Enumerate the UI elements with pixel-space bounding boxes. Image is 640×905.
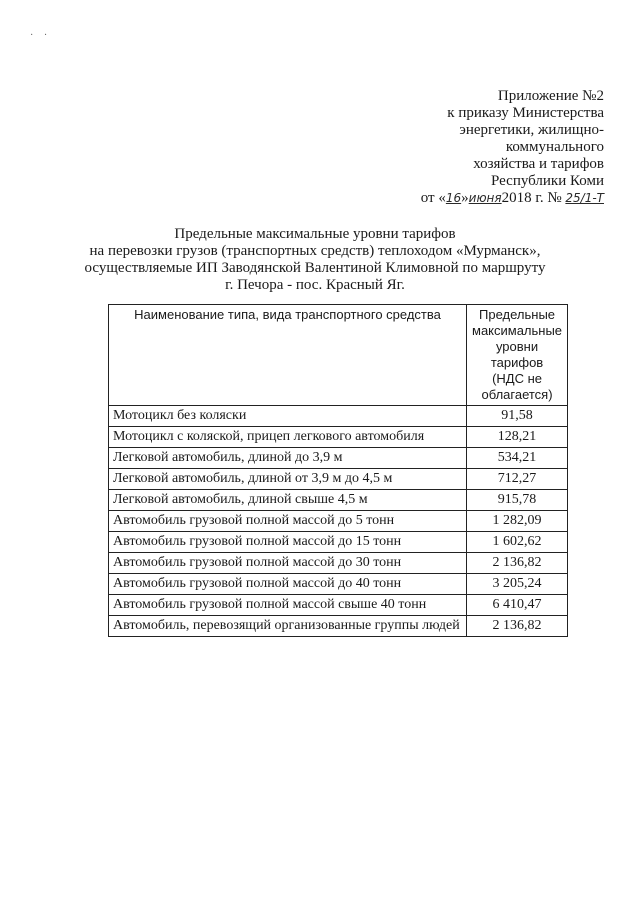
order-month-handwritten: июня: [468, 191, 502, 205]
appendix-line: коммунального: [505, 139, 604, 155]
vehicle-name: Автомобиль грузовой полной массой свыше 40 тонн: [109, 595, 467, 616]
tariff-value: 91,58: [467, 406, 568, 427]
appendix-block: [364, 88, 604, 207]
title-line: г. Печора - пос. Красный Яг.: [225, 277, 405, 293]
header-line: уровни тарифов: [490, 339, 544, 370]
tariff-value: 1 282,09: [467, 511, 568, 532]
vehicle-name: Легковой автомобиль, длиной до 3,9 м: [109, 448, 467, 469]
tariff-value: 712,27: [467, 469, 568, 490]
table-header-row: [109, 305, 568, 406]
tariff-value: 3 205,24: [467, 574, 568, 595]
tariff-value: 6 410,47: [467, 595, 568, 616]
table-row: [109, 406, 568, 427]
title-line: Предельные максимальные уровни тарифов: [174, 226, 456, 242]
appendix-line: хозяйства и тарифов: [473, 156, 604, 172]
vehicle-name: Автомобиль грузовой полной массой до 5 тонн: [109, 511, 467, 532]
tariff-value: 2 136,82: [467, 616, 568, 637]
title-line: на перевозки грузов (транспортных средств) теплоходом «Мурманск»,: [89, 243, 541, 259]
header-line: облагается): [481, 387, 553, 402]
table-row: [109, 448, 568, 469]
order-year: 2018 г.: [501, 190, 544, 206]
tariff-value: 128,21: [467, 427, 568, 448]
table-row: [109, 511, 568, 532]
order-close-quote: »: [461, 190, 469, 206]
table-row: [109, 469, 568, 490]
header-line: Предельные: [479, 307, 556, 322]
header-line: (НДС не: [492, 371, 542, 386]
vehicle-name: Автомобиль, перевозящий организованные группы людей: [109, 616, 467, 637]
order-number-handwritten: 25/1-Т: [565, 191, 604, 205]
table-row: [109, 553, 568, 574]
table-row: [109, 532, 568, 553]
vehicle-name: Мотоцикл без коляски: [109, 406, 467, 427]
tariff-value: 534,21: [467, 448, 568, 469]
table-row: [109, 574, 568, 595]
header-vehicle-type: Наименование типа, вида транспортного средства: [109, 305, 467, 406]
title-line: осуществляемые ИП Заводянской Валентиной Климовной по маршруту: [84, 260, 546, 276]
table-row: [109, 427, 568, 448]
appendix-line: энергетики, жилищно-: [459, 122, 604, 138]
order-number-sign: №: [547, 190, 562, 206]
tariff-value: 1 602,62: [467, 532, 568, 553]
vehicle-name: Автомобиль грузовой полной массой до 30 тонн: [109, 553, 467, 574]
table-row: [109, 595, 568, 616]
vehicle-name: Легковой автомобиль, длиной свыше 4,5 м: [109, 490, 467, 511]
tariff-value: 915,78: [467, 490, 568, 511]
tariffs-table: [108, 304, 568, 637]
vehicle-name: Мотоцикл с коляской, прицеп легкового автомобиля: [109, 427, 467, 448]
order-prefix: от: [420, 190, 435, 206]
order-day-handwritten: 16: [445, 191, 462, 205]
vehicle-name: Легковой автомобиль, длиной от 3,9 м до 4,5 м: [109, 469, 467, 490]
order-open-quote: «: [438, 190, 446, 206]
appendix-line: Республики Коми: [491, 173, 604, 189]
header-tariff-level: [467, 305, 568, 406]
tariff-value: 2 136,82: [467, 553, 568, 574]
document-title: [80, 226, 550, 294]
order-date-number: [364, 190, 604, 207]
scan-artifact: · ·: [30, 30, 52, 41]
table-row: [109, 616, 568, 637]
header-line: максимальные: [472, 323, 563, 338]
table-row: [109, 490, 568, 511]
vehicle-name: Автомобиль грузовой полной массой до 40 тонн: [109, 574, 467, 595]
vehicle-name: Автомобиль грузовой полной массой до 15 тонн: [109, 532, 467, 553]
appendix-line: Приложение №2: [497, 88, 604, 104]
appendix-line: к приказу Министерства: [447, 105, 604, 121]
